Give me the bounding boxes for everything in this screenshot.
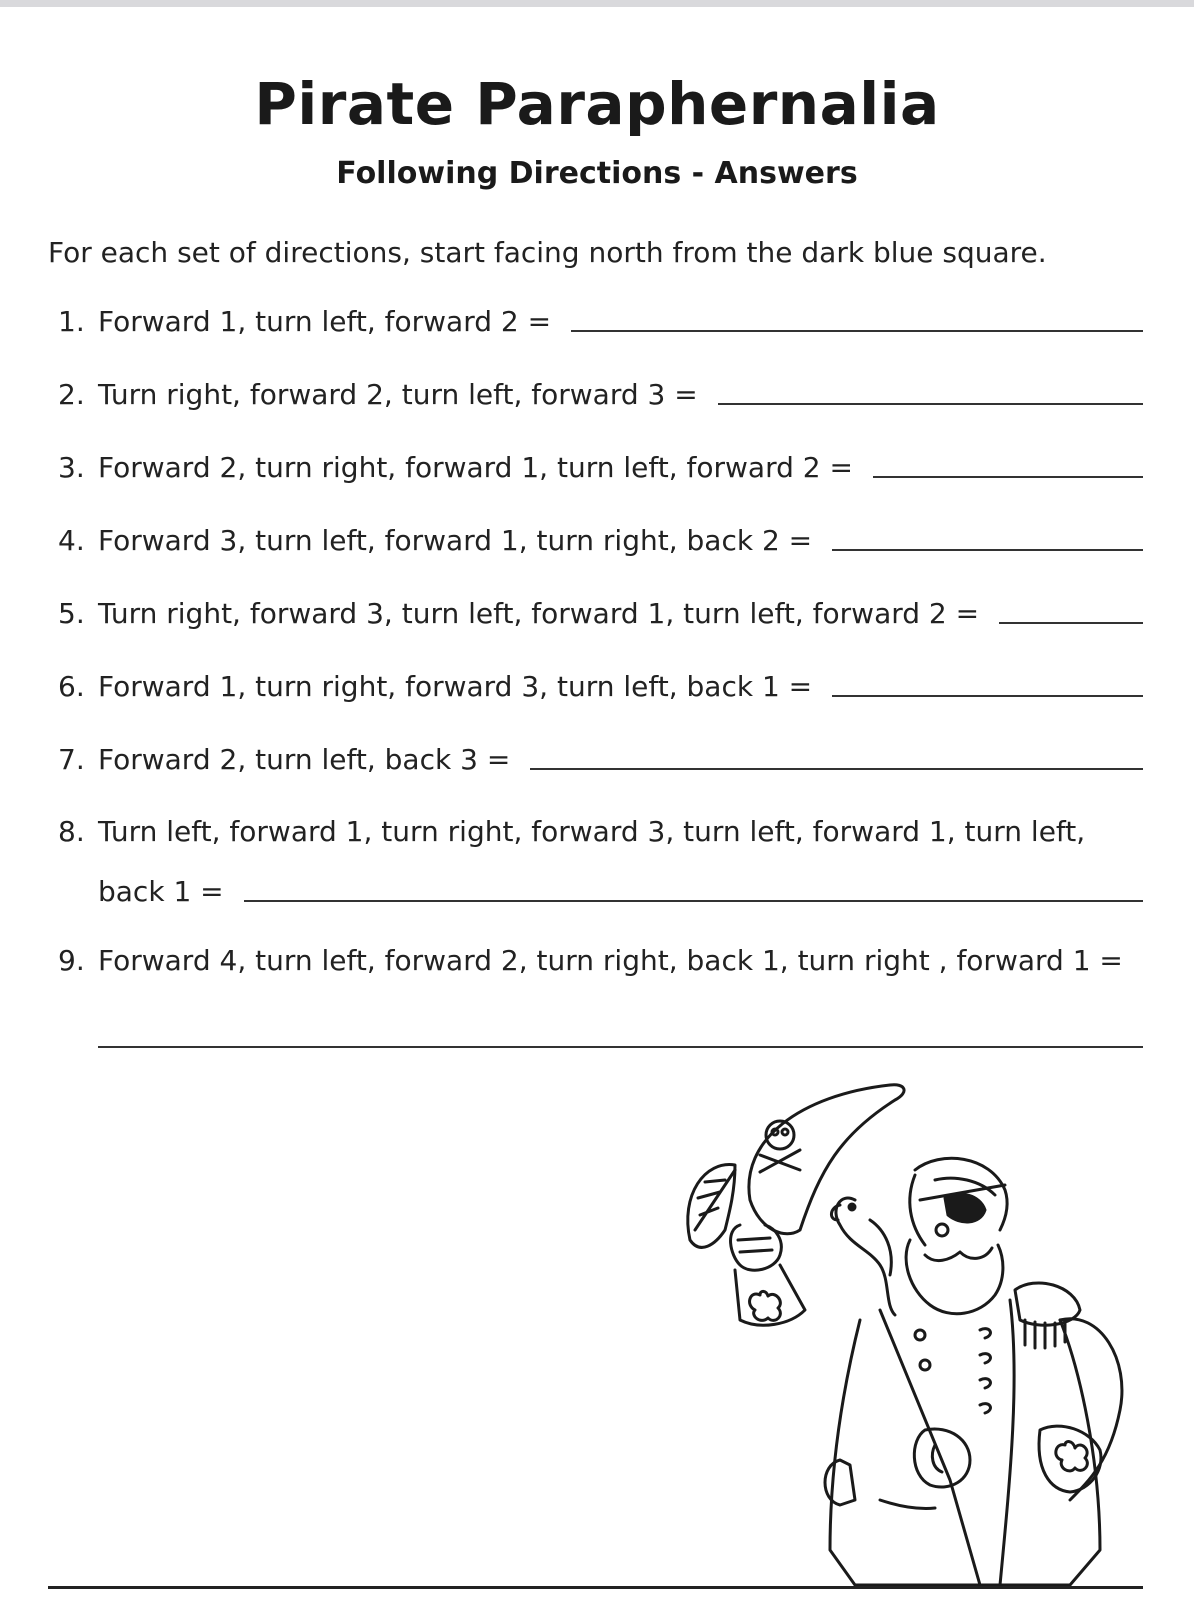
question-7 [58,736,1143,776]
question-text: Forward 1, turn left, forward 2 = [98,305,552,338]
question-text: Turn right, forward 2, turn left, forward 3 = [98,378,698,411]
top-bar [0,0,1194,7]
question-text: Forward 3, turn left, forward 1, turn right, back 2 = [98,524,813,557]
question-number: 2. [58,378,85,411]
answer-line[interactable] [873,476,1143,478]
question-2 [58,371,1143,411]
answer-line[interactable] [244,900,1143,902]
pirate-with-parrot-icon [680,1080,1140,1590]
answer-line[interactable] [718,403,1143,405]
question-text: Forward 2, turn left, back 3 = [98,743,511,776]
question-6 [58,663,1143,703]
question-text: Turn left, forward 1, turn right, forward 3, turn left, forward 1, turn left, [98,815,1086,848]
question-text: Turn right, forward 3, turn left, forward 1, turn left, forward 2 = [98,597,980,630]
question-number: 5. [58,597,85,630]
question-3 [58,444,1143,484]
answer-line[interactable] [832,695,1143,697]
question-number: 8. [58,815,85,848]
answer-line[interactable] [98,1046,1143,1048]
answer-line[interactable] [832,549,1143,551]
page-subtitle: Following Directions - Answers [336,156,858,191]
question-1 [58,298,1143,338]
page-title: Pirate Paraphernalia [254,70,940,138]
answer-line[interactable] [999,622,1143,624]
question-text: Forward 1, turn right, forward 3, turn left, back 1 = [98,670,813,703]
question-9 [58,937,1143,977]
question-8-continuation [98,868,1143,908]
question-text: Forward 2, turn right, forward 1, turn left, forward 2 = [98,451,853,484]
question-8 [58,808,1143,848]
question-number: 6. [58,670,85,703]
question-number: 7. [58,743,85,776]
question-text: Forward 4, turn left, forward 2, turn right, back 1, turn right , forward 1 = [98,944,1123,977]
question-number: 4. [58,524,85,557]
answer-line[interactable] [530,768,1143,770]
question-number: 9. [58,944,85,977]
question-5 [58,590,1143,630]
bottom-rule [48,1586,1143,1589]
question-text-continuation: back 1 = [98,875,224,908]
answer-line[interactable] [571,330,1143,332]
question-4 [58,517,1143,557]
question-number: 1. [58,305,85,338]
instructions: For each set of directions, start facing north from the dark blue square. [48,236,1047,269]
question-number: 3. [58,451,85,484]
